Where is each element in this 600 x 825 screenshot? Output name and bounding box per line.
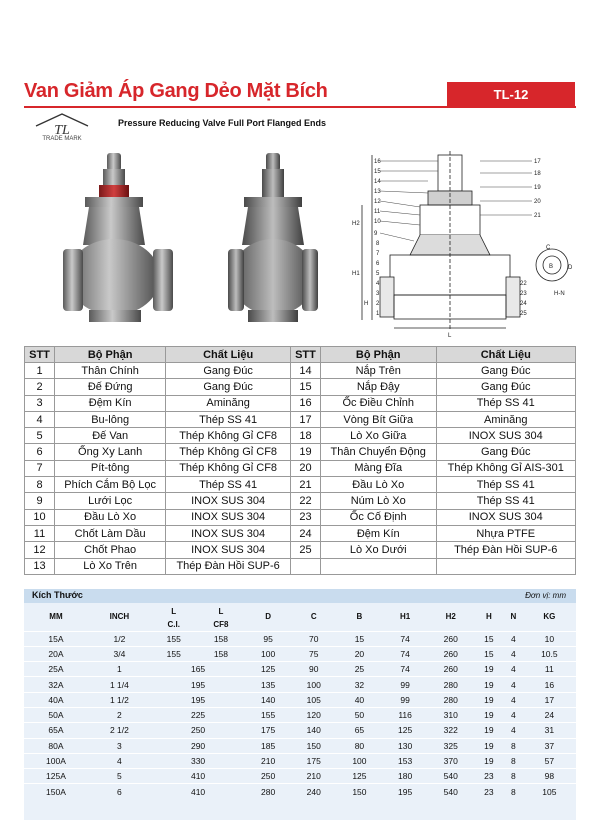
col-header: Bộ Phận xyxy=(55,347,166,363)
part-number: 1 xyxy=(25,363,55,379)
size-mm: 40A xyxy=(24,692,88,707)
part-material: Gang Đúc xyxy=(436,363,576,379)
dim-label: H-N xyxy=(554,291,565,297)
page-title: Van Giảm Áp Gang Dẻo Mặt Bích xyxy=(24,80,328,102)
dim-c: 120 xyxy=(291,707,337,722)
col-header: D xyxy=(265,612,271,622)
size-mm: 32A xyxy=(24,677,88,692)
weight-kg: 31 xyxy=(523,723,576,738)
dim-h1: 180 xyxy=(382,769,428,784)
part-material: Thép Không Gỉ AIS-301 xyxy=(436,460,576,476)
length-l-ci: 155 xyxy=(151,631,197,646)
part-number: 8 xyxy=(25,477,55,493)
part-name: Vòng Bít Giữa xyxy=(320,411,436,427)
dim-n: 4 xyxy=(504,631,523,646)
part-material: Thép Đàn Hồi SUP-6 xyxy=(436,542,576,558)
logo-mark: TL xyxy=(54,123,70,138)
part-material: Thép SS 41 xyxy=(436,477,576,493)
dim-h: 19 xyxy=(474,707,504,722)
callout-label: 1 xyxy=(376,311,380,317)
dim-n: 8 xyxy=(504,784,523,799)
dim-n: 4 xyxy=(504,646,523,661)
dim-h2: 310 xyxy=(428,707,474,722)
part-name: Đế Đứng xyxy=(55,379,166,395)
dim-c: 140 xyxy=(291,723,337,738)
part-number: 2 xyxy=(25,379,55,395)
dim-label: H2 xyxy=(352,221,360,227)
col-subheader: C.I. xyxy=(167,620,180,630)
col-header: H2 xyxy=(445,612,456,622)
dim-n: 4 xyxy=(504,707,523,722)
part-name: Lưới Lọc xyxy=(55,493,166,509)
dim-h1: 74 xyxy=(382,646,428,661)
part-number: 3 xyxy=(25,395,55,411)
callout-label: 7 xyxy=(376,251,380,257)
weight-kg: 10 xyxy=(523,631,576,646)
dim-label: B xyxy=(549,264,554,270)
size-mm: 150A xyxy=(24,784,88,799)
dim-d: 125 xyxy=(245,662,291,677)
dim-b: 65 xyxy=(337,723,383,738)
weight-kg: 57 xyxy=(523,753,576,768)
dimensions-unit: Đơn vị: mm xyxy=(525,591,566,600)
dimensions-row xyxy=(24,753,576,768)
parts-table xyxy=(24,346,576,575)
part-material: INOX SUS 304 xyxy=(166,509,291,525)
part-name: Phích Cắm Bộ Lọc xyxy=(55,477,166,493)
dim-b: 32 xyxy=(337,677,383,692)
part-material: Gang Đúc xyxy=(166,363,291,379)
part-material: INOX SUS 304 xyxy=(436,428,576,444)
dim-h: 23 xyxy=(474,784,504,799)
dim-label: H1 xyxy=(352,271,360,277)
dimensions-row xyxy=(24,707,576,722)
weight-kg: 10.5 xyxy=(523,646,576,661)
size-inch: 1 1/2 xyxy=(88,692,151,707)
weight-kg: 37 xyxy=(523,738,576,753)
col-subheader: CF8 xyxy=(213,620,229,630)
col-header: L xyxy=(218,606,224,616)
part-material: Aminăng xyxy=(436,411,576,427)
valve-photo-side xyxy=(210,145,340,340)
part-name: Màng Đĩa xyxy=(320,460,436,476)
part-name: Nắp Đậy xyxy=(320,379,436,395)
part-number: 23 xyxy=(290,509,320,525)
length-l: 165 xyxy=(151,662,245,677)
dim-n: 4 xyxy=(504,662,523,677)
dim-b: 125 xyxy=(337,769,383,784)
dimensions-row xyxy=(24,784,576,799)
callout-label: 5 xyxy=(376,271,380,277)
parts-row xyxy=(25,428,576,444)
part-number: 12 xyxy=(25,542,55,558)
part-name: Lò Xo Dưới xyxy=(320,542,436,558)
dimensions-row xyxy=(24,723,576,738)
dim-c: 105 xyxy=(291,692,337,707)
part-material: Thép SS 41 xyxy=(166,411,291,427)
part-name: Đệm Kín xyxy=(55,395,166,411)
parts-table-header xyxy=(25,347,576,363)
parts-row xyxy=(25,444,576,460)
part-number xyxy=(290,558,320,574)
dim-d: 95 xyxy=(245,631,291,646)
size-mm: 25A xyxy=(24,662,88,677)
dim-h1: 99 xyxy=(382,692,428,707)
size-inch: 6 xyxy=(88,784,151,799)
length-l: 410 xyxy=(151,784,245,799)
dim-h2: 322 xyxy=(428,723,474,738)
size-inch: 2 1/2 xyxy=(88,723,151,738)
col-header: STT xyxy=(25,347,55,363)
callout-label: 21 xyxy=(534,213,541,219)
weight-kg: 98 xyxy=(523,769,576,784)
dim-d: 280 xyxy=(245,784,291,799)
part-number: 22 xyxy=(290,493,320,509)
callout-label: 4 xyxy=(376,281,380,287)
col-header: Chất Liệu xyxy=(436,347,576,363)
col-header: L xyxy=(171,606,177,616)
callout-label: 20 xyxy=(534,199,541,205)
callout-label: 10 xyxy=(374,219,381,225)
dimensions-table xyxy=(24,603,576,799)
part-number: 18 xyxy=(290,428,320,444)
length-l: 410 xyxy=(151,769,245,784)
weight-kg: 16 xyxy=(523,677,576,692)
part-material: Gang Đúc xyxy=(436,444,576,460)
dim-b: 150 xyxy=(337,784,383,799)
weight-kg: 105 xyxy=(523,784,576,799)
part-material xyxy=(436,558,576,574)
dimensions-title: Kích Thước xyxy=(32,590,83,600)
dim-c: 75 xyxy=(291,646,337,661)
weight-kg: 11 xyxy=(523,662,576,677)
part-number: 9 xyxy=(25,493,55,509)
dimensions-section xyxy=(24,589,576,820)
weight-kg: 17 xyxy=(523,692,576,707)
part-name: Đầu Lò Xo xyxy=(320,477,436,493)
size-inch: 4 xyxy=(88,753,151,768)
length-l-cf8: 158 xyxy=(197,631,246,646)
product-subtitle: Pressure Reducing Valve Full Port Flanged Ends xyxy=(118,118,327,128)
col-header: C xyxy=(310,612,317,622)
dim-h: 23 xyxy=(474,769,504,784)
dim-n: 8 xyxy=(504,769,523,784)
part-number: 7 xyxy=(25,460,55,476)
dim-h: 19 xyxy=(474,753,504,768)
callout-label: 14 xyxy=(374,179,381,185)
dimensions-row xyxy=(24,662,576,677)
part-material: Thép Đàn Hồi SUP-6 xyxy=(166,558,291,574)
col-header: KG xyxy=(543,612,556,622)
dim-d: 175 xyxy=(245,723,291,738)
col-header: MM xyxy=(49,612,63,622)
part-name: Ốc Điều Chỉnh xyxy=(320,395,436,411)
part-material: INOX SUS 304 xyxy=(436,509,576,525)
dim-n: 4 xyxy=(504,723,523,738)
parts-row xyxy=(25,379,576,395)
dim-h1: 99 xyxy=(382,677,428,692)
callout-label: 22 xyxy=(520,281,527,287)
part-name: Thân Chuyển Động xyxy=(320,444,436,460)
callout-label: 24 xyxy=(520,301,527,307)
callout-label: 2 xyxy=(376,301,380,307)
part-name: Chốt Làm Dầu xyxy=(55,525,166,541)
dim-h1: 116 xyxy=(382,707,428,722)
size-inch: 5 xyxy=(88,769,151,784)
size-mm: 20A xyxy=(24,646,88,661)
dim-d: 210 xyxy=(245,753,291,768)
parts-row xyxy=(25,493,576,509)
dim-c: 70 xyxy=(291,631,337,646)
size-inch: 2 xyxy=(88,707,151,722)
part-name: Thân Chính xyxy=(55,363,166,379)
part-name: Lò Xo Giữa xyxy=(320,428,436,444)
part-number: 16 xyxy=(290,395,320,411)
callout-label: 17 xyxy=(534,159,541,165)
size-mm: 50A xyxy=(24,707,88,722)
dim-h: 19 xyxy=(474,662,504,677)
dim-h2: 370 xyxy=(428,753,474,768)
parts-row xyxy=(25,525,576,541)
dim-h: 15 xyxy=(474,631,504,646)
size-inch: 3/4 xyxy=(88,646,151,661)
dimensions-row xyxy=(24,646,576,661)
weight-kg: 24 xyxy=(523,707,576,722)
callout-label: 15 xyxy=(374,169,381,175)
part-material: INOX SUS 304 xyxy=(166,493,291,509)
part-number: 24 xyxy=(290,525,320,541)
part-material: Gang Đúc xyxy=(436,379,576,395)
part-number: 11 xyxy=(25,525,55,541)
callout-label: 19 xyxy=(534,185,541,191)
length-l-cf8: 158 xyxy=(197,646,246,661)
dim-b: 40 xyxy=(337,692,383,707)
callout-label: 11 xyxy=(374,209,381,215)
part-material: Thép SS 41 xyxy=(436,395,576,411)
part-name: Nắp Trên xyxy=(320,363,436,379)
dim-h2: 325 xyxy=(428,738,474,753)
length-l: 330 xyxy=(151,753,245,768)
dimensions-row xyxy=(24,677,576,692)
dim-n: 4 xyxy=(504,677,523,692)
parts-row xyxy=(25,411,576,427)
dim-h: 19 xyxy=(474,692,504,707)
col-header: B xyxy=(356,612,363,622)
parts-row xyxy=(25,363,576,379)
trademark-label: TRADE MARK xyxy=(42,136,82,142)
part-name: Pít-tông xyxy=(55,460,166,476)
part-number: 10 xyxy=(25,509,55,525)
dim-n: 8 xyxy=(504,738,523,753)
part-name: Núm Lò Xo xyxy=(320,493,436,509)
size-mm: 15A xyxy=(24,631,88,646)
col-header: Chất Liệu xyxy=(166,347,291,363)
dim-b: 15 xyxy=(337,631,383,646)
dim-label: H xyxy=(364,301,369,307)
part-name: Đệm Kín xyxy=(320,525,436,541)
part-name: Đế Van xyxy=(55,428,166,444)
dim-h2: 260 xyxy=(428,631,474,646)
dim-h1: 130 xyxy=(382,738,428,753)
parts-row xyxy=(25,477,576,493)
dim-c: 150 xyxy=(291,738,337,753)
parts-row xyxy=(25,558,576,574)
part-number: 19 xyxy=(290,444,320,460)
callout-label: 16 xyxy=(374,159,381,165)
dim-label: L xyxy=(448,333,452,339)
part-number: 20 xyxy=(290,460,320,476)
dim-c: 175 xyxy=(291,753,337,768)
part-number: 17 xyxy=(290,411,320,427)
col-header: N xyxy=(510,612,517,622)
dim-h: 19 xyxy=(474,677,504,692)
callout-label: 9 xyxy=(374,231,378,237)
part-material: Nhựa PTFE xyxy=(436,525,576,541)
dim-c: 100 xyxy=(291,677,337,692)
length-l: 195 xyxy=(151,677,245,692)
part-material: INOX SUS 304 xyxy=(166,525,291,541)
dimensions-row xyxy=(24,769,576,784)
valve-photo-front xyxy=(55,145,190,340)
dim-n: 8 xyxy=(504,753,523,768)
col-header: STT xyxy=(290,347,320,363)
dimensions-row xyxy=(24,692,576,707)
dim-b: 50 xyxy=(337,707,383,722)
dim-h1: 125 xyxy=(382,723,428,738)
part-number: 6 xyxy=(25,444,55,460)
parts-row xyxy=(25,509,576,525)
dim-d: 250 xyxy=(245,769,291,784)
dim-d: 140 xyxy=(245,692,291,707)
part-number: 21 xyxy=(290,477,320,493)
size-inch: 1 1/4 xyxy=(88,677,151,692)
col-header: INCH xyxy=(109,612,130,622)
parts-row xyxy=(25,460,576,476)
product-code-badge: TL-12 xyxy=(447,82,575,108)
dimensions-col-headers xyxy=(24,603,576,619)
part-material: Thép SS 41 xyxy=(436,493,576,509)
part-name: Lò Xo Trên xyxy=(55,558,166,574)
callout-label: 12 xyxy=(374,199,381,205)
dim-d: 185 xyxy=(245,738,291,753)
part-name xyxy=(320,558,436,574)
part-name: Đầu Lò Xo xyxy=(55,509,166,525)
part-material: Thép SS 41 xyxy=(166,477,291,493)
dim-n: 4 xyxy=(504,692,523,707)
part-number: 4 xyxy=(25,411,55,427)
dim-d: 135 xyxy=(245,677,291,692)
size-mm: 125A xyxy=(24,769,88,784)
col-header: H xyxy=(485,612,492,622)
part-material: Aminăng xyxy=(166,395,291,411)
dim-h2: 280 xyxy=(428,677,474,692)
callout-label: 18 xyxy=(534,171,541,177)
dim-b: 25 xyxy=(337,662,383,677)
part-name: Chốt Phao xyxy=(55,542,166,558)
dim-h1: 74 xyxy=(382,631,428,646)
dim-h2: 260 xyxy=(428,646,474,661)
dimensions-header xyxy=(24,589,576,603)
callout-label: 13 xyxy=(374,189,381,195)
dim-h: 15 xyxy=(474,646,504,661)
part-number: 5 xyxy=(25,428,55,444)
dim-h2: 540 xyxy=(428,769,474,784)
dim-b: 80 xyxy=(337,738,383,753)
dim-d: 155 xyxy=(245,707,291,722)
dimensions-row xyxy=(24,631,576,646)
dim-b: 100 xyxy=(337,753,383,768)
dim-c: 210 xyxy=(291,769,337,784)
dim-label: C xyxy=(546,245,551,251)
part-number: 14 xyxy=(290,363,320,379)
col-header: Bộ Phận xyxy=(320,347,436,363)
size-inch: 1/2 xyxy=(88,631,151,646)
brand-logo xyxy=(32,112,92,148)
dim-h1: 195 xyxy=(382,784,428,799)
dim-c: 240 xyxy=(291,784,337,799)
dim-c: 90 xyxy=(291,662,337,677)
parts-row xyxy=(25,542,576,558)
size-inch: 3 xyxy=(88,738,151,753)
title-divider xyxy=(24,106,576,108)
dim-h2: 260 xyxy=(428,662,474,677)
callout-label: 25 xyxy=(520,311,527,317)
part-number: 15 xyxy=(290,379,320,395)
length-l: 290 xyxy=(151,738,245,753)
dim-h: 19 xyxy=(474,723,504,738)
length-l-ci: 155 xyxy=(151,646,197,661)
dim-h2: 280 xyxy=(428,692,474,707)
dim-d: 100 xyxy=(245,646,291,661)
length-l: 195 xyxy=(151,692,245,707)
dim-b: 20 xyxy=(337,646,383,661)
dim-h1: 74 xyxy=(382,662,428,677)
dim-label: D xyxy=(568,265,573,271)
part-material: Thép Không Gỉ CF8 xyxy=(166,460,291,476)
part-number: 13 xyxy=(25,558,55,574)
dim-h: 19 xyxy=(474,738,504,753)
callout-label: 23 xyxy=(520,291,527,297)
callout-label: 3 xyxy=(376,291,380,297)
part-material: Thép Không Gỉ CF8 xyxy=(166,444,291,460)
col-header: H1 xyxy=(399,612,411,622)
dim-h2: 540 xyxy=(428,784,474,799)
size-mm: 65A xyxy=(24,723,88,738)
size-mm: 80A xyxy=(24,738,88,753)
callout-label: 6 xyxy=(376,261,380,267)
part-name: Bu-lông xyxy=(55,411,166,427)
size-inch: 1 xyxy=(88,662,151,677)
part-name: Ốc Cố Định xyxy=(320,509,436,525)
length-l: 250 xyxy=(151,723,245,738)
size-mm: 100A xyxy=(24,753,88,768)
dimensions-row xyxy=(24,738,576,753)
length-l: 225 xyxy=(151,707,245,722)
valve-cross-section-drawing xyxy=(350,145,575,340)
dim-h1: 153 xyxy=(382,753,428,768)
part-name: Ống Xy Lanh xyxy=(55,444,166,460)
callout-label: 8 xyxy=(376,241,380,247)
part-number: 25 xyxy=(290,542,320,558)
part-material: Thép Không Gỉ CF8 xyxy=(166,428,291,444)
parts-row xyxy=(25,395,576,411)
part-material: Gang Đúc xyxy=(166,379,291,395)
part-material: INOX SUS 304 xyxy=(166,542,291,558)
